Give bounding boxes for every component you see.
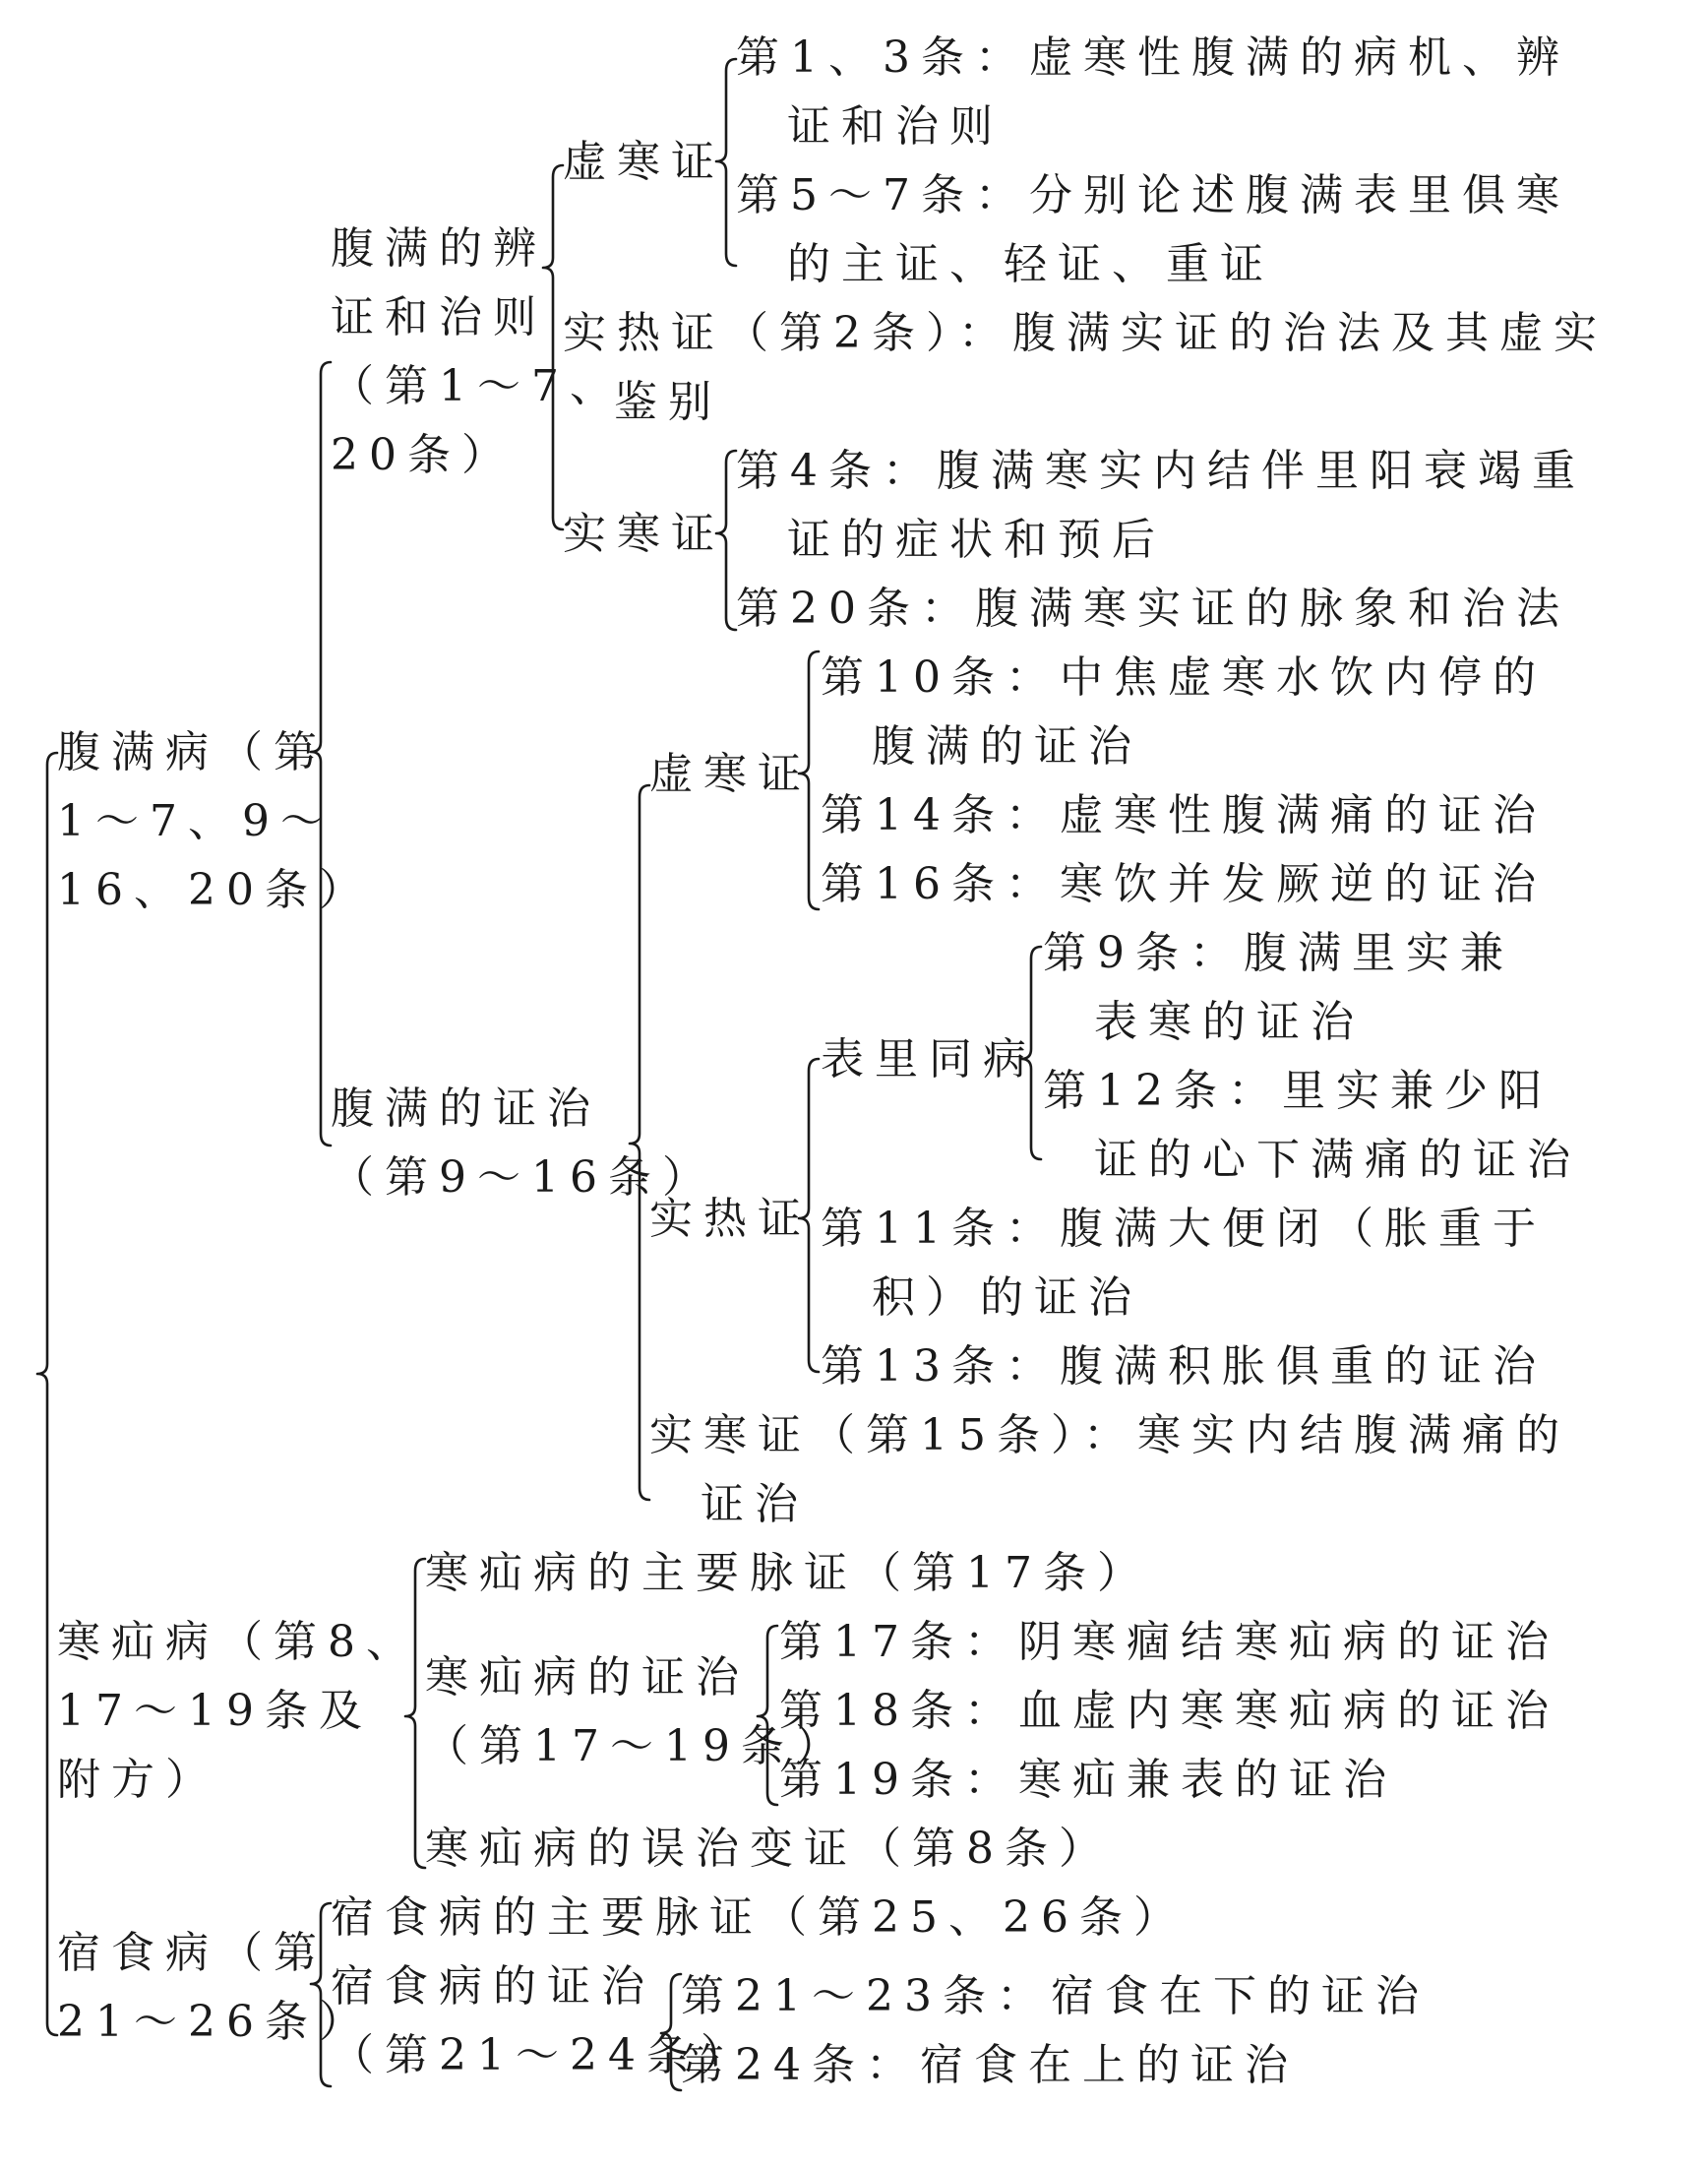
- zhengzhi-xuhan-item1-line1: 第10条：中焦虚寒水饮内停的: [821, 652, 1547, 703]
- sushi-zhengzhi-item1: 第21～23条：宿食在下的证治: [681, 1971, 1430, 2021]
- bianzheng-shihan-item2: 第20条：腹满寒实证的脉象和治法: [736, 584, 1570, 634]
- zhengzhi-shire-item1-line1: 第11条：腹满大便闭（胀重于: [821, 1204, 1547, 1254]
- bianzheng-xuhan-item1-line1: 第1、3条：虚寒性腹满的病机、辨: [736, 32, 1570, 83]
- zhengzhi-shire-item2: 第13条：腹满积胀俱重的证治: [821, 1341, 1547, 1392]
- sushi-label-line1: 宿食病（第: [57, 1928, 328, 1978]
- hanshan-zhengzhi-label-line1: 寒疝病的证治: [425, 1652, 750, 1703]
- fuman-zhengzhi-label-line2: （第9～16条）: [331, 1152, 716, 1203]
- fuman-label-line2: 1～7、9～: [57, 796, 335, 846]
- hanshan-zhengzhi-label-line2: （第17～19条）: [425, 1721, 849, 1771]
- zhengzhi-xuhan-item1-line2: 腹满的证治: [872, 721, 1142, 772]
- hanshan-label-line1: 寒疝病（第8、: [57, 1617, 420, 1667]
- zhengzhi-shihan-line2: 证治: [701, 1479, 809, 1529]
- hanshan-maizheng: 寒疝病的主要脉证（第17条）: [425, 1548, 1151, 1598]
- fuman-bianzheng-label-line2: 证和治则: [331, 292, 547, 342]
- zhengzhi-shihan-line1: 实寒证（第15条）：寒实内结腹满痛的: [649, 1410, 1570, 1460]
- sushi-maizheng: 宿食病的主要脉证（第25、26条）: [331, 1892, 1188, 1943]
- fuman-bianzheng-label-line3: （第1～7、: [331, 361, 624, 411]
- hanshan-zhengzhi-item3: 第19条：寒疝兼表的证治: [779, 1755, 1397, 1805]
- sushi-zhengzhi-item2: 第24条：宿食在上的证治: [681, 2040, 1299, 2090]
- hanshan-label-line2: 17～19条及: [57, 1686, 373, 1736]
- zhengzhi-shire-label: 实热证: [649, 1194, 812, 1244]
- biaoli-item2-line1: 第12条：里实兼少阳: [1043, 1066, 1553, 1116]
- biaoli-label: 表里同病: [821, 1034, 1037, 1084]
- bianzheng-shihan-item1-line2: 证的症状和预后: [787, 515, 1166, 565]
- bianzheng-shihan-label: 实寒证: [563, 509, 725, 559]
- sushi-zhengzhi-label-line1: 宿食病的证治: [331, 1961, 655, 2012]
- fuman-bianzheng-label-line1: 腹满的辨: [331, 223, 547, 274]
- bianzheng-shire-line1: 实热证（第2条）：腹满实证的治法及其虚实: [563, 308, 1608, 358]
- zhengzhi-xuhan-item2: 第14条：虚寒性腹满痛的证治: [821, 790, 1547, 840]
- zhengzhi-xuhan-label: 虚寒证: [649, 749, 812, 799]
- bianzheng-xuhan-item2-line2: 的主证、轻证、重证: [787, 239, 1274, 289]
- brace-hanshan: [405, 1559, 425, 1868]
- fuman-bianzheng-label-line4: 20条）: [331, 430, 516, 480]
- sushi-label-line2: 21～26条）: [57, 1997, 373, 2047]
- biaoli-item1-line1: 第9条：腹满里实兼: [1043, 928, 1514, 978]
- biaoli-item2-line2: 证的心下满痛的证治: [1094, 1135, 1581, 1185]
- hanshan-label-line3: 附方）: [57, 1755, 219, 1805]
- bianzheng-xuhan-item1-line2: 证和治则: [787, 101, 1004, 152]
- hanshan-wuzhi: 寒疝病的误治变证（第8条）: [425, 1824, 1113, 1874]
- bianzheng-shire-line2: 鉴别: [614, 377, 722, 427]
- brace-root: [37, 753, 57, 2035]
- bianzheng-xuhan-label: 虚寒证: [563, 137, 725, 187]
- bianzheng-shihan-item1-line1: 第4条：腹满寒实内结伴里阳衰竭重: [736, 446, 1586, 496]
- hanshan-zhengzhi-item1: 第17条：阴寒痼结寒疝病的证治: [779, 1617, 1559, 1667]
- sushi-zhengzhi-label-line2: （第21～24条）: [331, 2030, 755, 2080]
- fuman-zhengzhi-label-line1: 腹满的证治: [331, 1084, 601, 1134]
- hanshan-zhengzhi-item2: 第18条：血虚内寒寒疝病的证治: [779, 1686, 1559, 1736]
- zhengzhi-shire-item1-line2: 积）的证治: [872, 1272, 1142, 1323]
- bianzheng-xuhan-item2-line1: 第5～7条：分别论述腹满表里俱寒: [736, 170, 1570, 220]
- fuman-label-line1: 腹满病（第: [57, 727, 328, 777]
- zhengzhi-xuhan-item3: 第16条：寒饮并发厥逆的证治: [821, 859, 1547, 909]
- brace-zhengzhi: [630, 785, 649, 1500]
- fuman-label-line3: 16、20条）: [57, 865, 373, 915]
- biaoli-item1-line2: 表寒的证治: [1094, 997, 1365, 1047]
